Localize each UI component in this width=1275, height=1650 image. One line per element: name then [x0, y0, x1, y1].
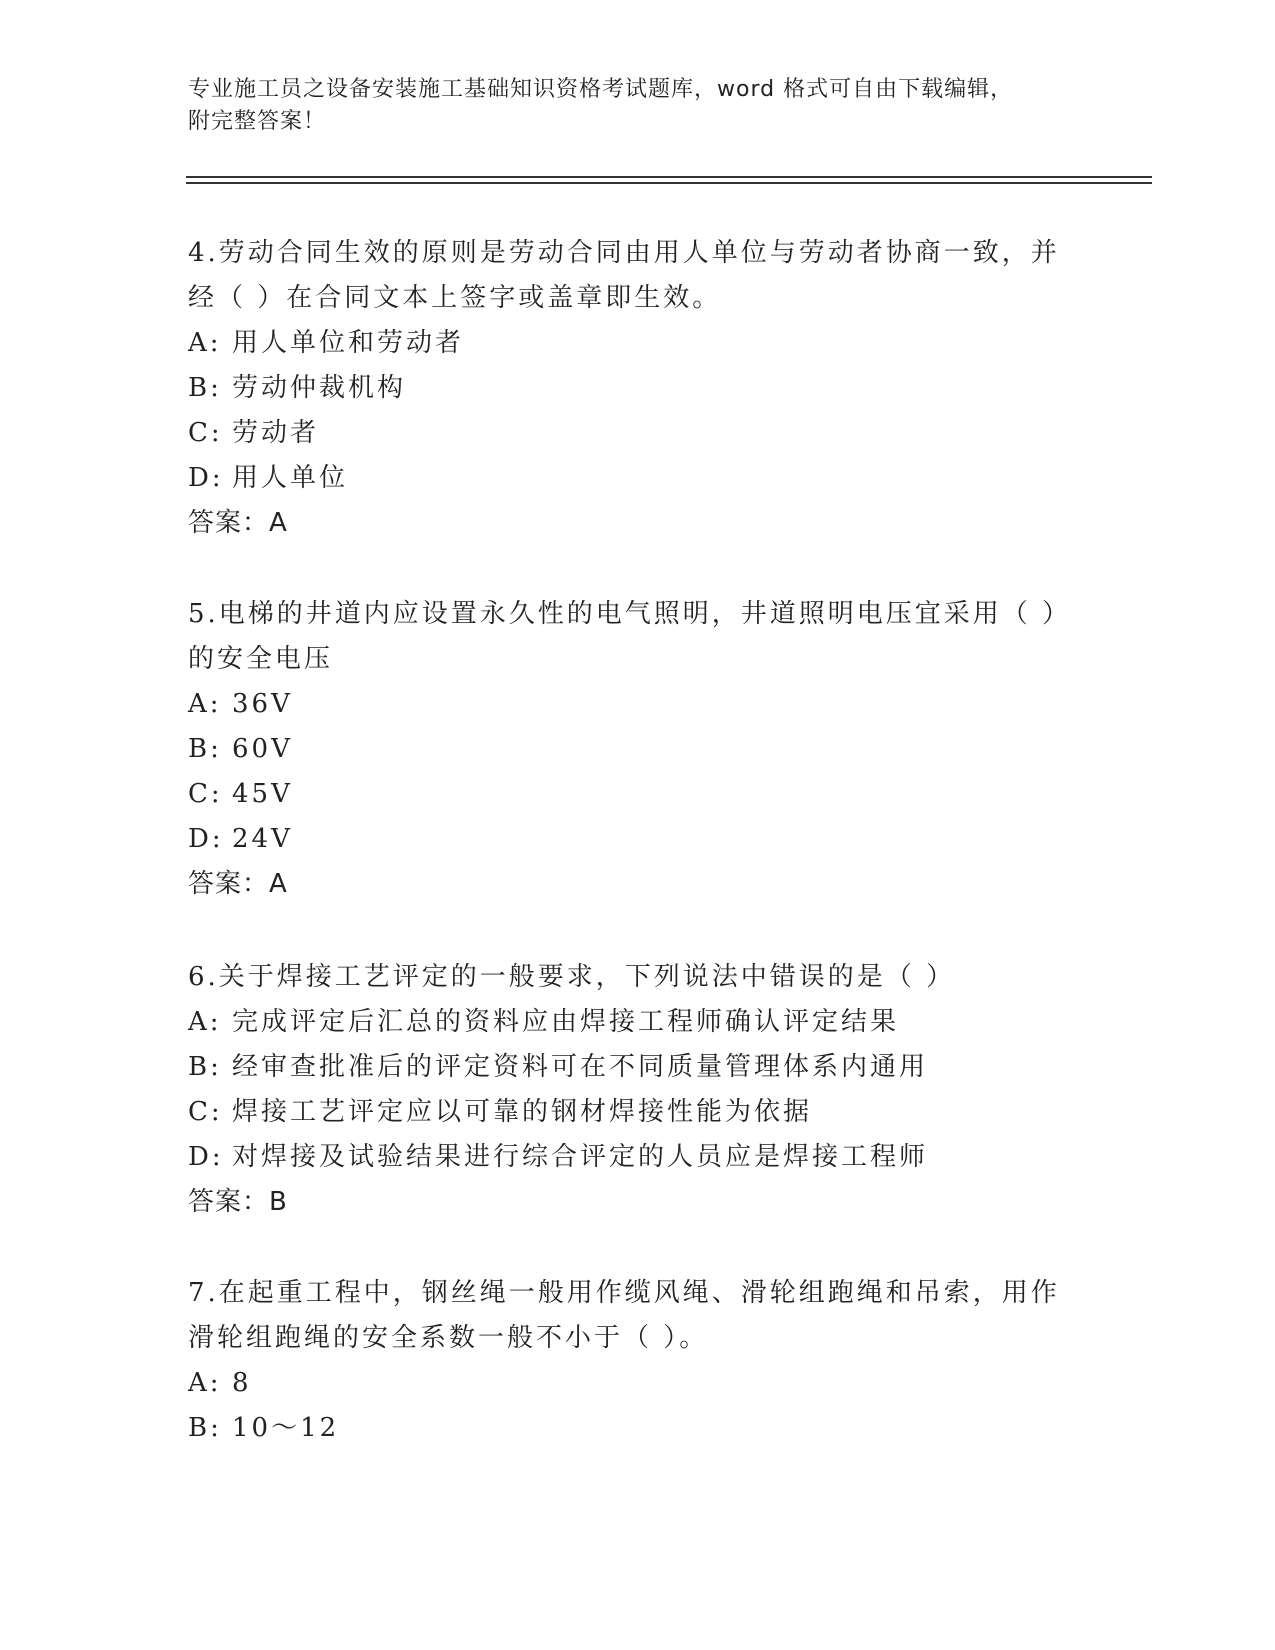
option-letter: B:: [188, 1052, 222, 1082]
option-text: 经审查批准后的评定资料可在不同质量管理体系内通用: [232, 1052, 929, 1082]
option-text: 用人单位和劳动者: [232, 328, 465, 358]
option-d: [188, 1135, 1068, 1180]
question-stem-line: 滑轮组跑绳的安全系数一般不小于（ ）。: [188, 1323, 709, 1353]
option-text: 劳动者: [232, 418, 320, 448]
option-letter: C:: [188, 779, 223, 809]
option-c: [188, 411, 1068, 456]
question-stem-line: 6.关于焊接工艺评定的一般要求，下列说法中错误的是（ ）: [188, 962, 956, 992]
option-text: 对焊接及试验结果进行综合评定的人员应是焊接工程师: [232, 1142, 929, 1172]
option-text: 24V: [232, 824, 293, 854]
header-divider-top: [186, 176, 1152, 178]
option-letter: B:: [188, 734, 222, 764]
option-text: 10～12: [232, 1413, 340, 1443]
option-letter: B:: [188, 1413, 222, 1443]
document-header: [188, 74, 1088, 138]
option-letter: C:: [188, 1097, 223, 1127]
option-text: 劳动仲裁机构: [232, 373, 407, 403]
question-6: [188, 955, 1068, 1225]
question-7: [188, 1271, 1068, 1451]
option-letter: D:: [188, 463, 224, 493]
option-letter: D:: [188, 1142, 224, 1172]
option-letter: A:: [188, 689, 222, 719]
option-letter: A:: [188, 1368, 222, 1398]
option-b: [188, 727, 1068, 772]
option-letter: D:: [188, 824, 224, 854]
option-b: [188, 1406, 1068, 1451]
option-d: [188, 456, 1068, 501]
option-text: 60V: [232, 734, 293, 764]
option-text: 用人单位: [232, 463, 349, 493]
option-text: 焊接工艺评定应以可靠的钢材焊接性能为依据: [232, 1097, 813, 1127]
option-letter: A:: [188, 328, 222, 358]
option-a: [188, 321, 1068, 366]
option-d: [188, 817, 1068, 862]
option-c: [188, 772, 1068, 817]
question-stem-line: 5.电梯的井道内应设置永久性的电气照明，井道照明电压宜采用（ ）: [188, 599, 1072, 629]
option-a: [188, 1361, 1068, 1406]
option-text: 完成评定后汇总的资料应由焊接工程师确认评定结果: [232, 1007, 900, 1037]
question-4: [188, 231, 1068, 546]
option-letter: C:: [188, 418, 223, 448]
question-stem-line: 7.在起重工程中，钢丝绳一般用作缆风绳、滑轮组跑绳和吊索，用作: [188, 1278, 1060, 1308]
answer-line: 答案：A: [188, 508, 288, 538]
question-stem-line: 经（ ）在合同文本上签字或盖章即生效。: [188, 283, 722, 313]
option-a: [188, 682, 1068, 727]
question-stem-line: 4.劳动合同生效的原则是劳动合同由用人单位与劳动者协商一致，并: [188, 238, 1060, 268]
option-letter: B:: [188, 373, 222, 403]
question-5: [188, 592, 1072, 907]
answer-line: 答案：A: [188, 869, 288, 899]
option-letter: A:: [188, 1007, 222, 1037]
option-b: [188, 366, 1068, 411]
option-text: 45V: [232, 779, 293, 809]
header-line-2: 附完整答案！: [188, 109, 327, 134]
option-c: [188, 1090, 1068, 1135]
option-a: [188, 1000, 1068, 1045]
option-text: 8: [232, 1368, 252, 1398]
header-line-1: 专业施工员之设备安装施工基础知识资格考试题库，word 格式可自由下载编辑，: [188, 77, 1014, 102]
option-b: [188, 1045, 1068, 1090]
option-text: 36V: [232, 689, 293, 719]
answer-line: 答案：B: [188, 1187, 288, 1217]
header-divider-bottom: [186, 182, 1152, 184]
question-stem-line: 的安全电压: [188, 644, 334, 674]
